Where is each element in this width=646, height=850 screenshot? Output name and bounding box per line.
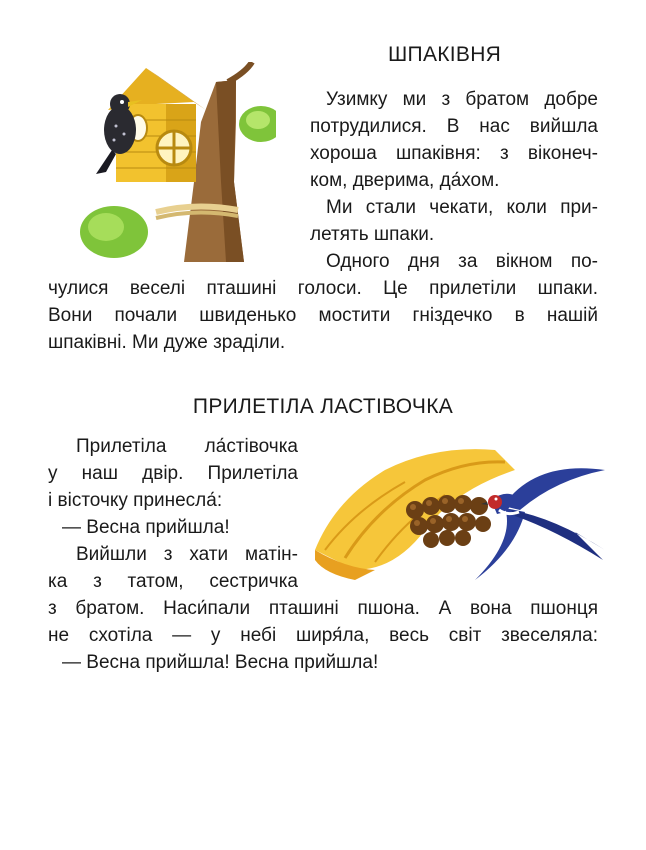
text-line: не схотіла — у небі ширя́ла, весь світ звеселяла: xyxy=(48,625,598,646)
text-line: Одного дня за вікном по- xyxy=(326,251,598,272)
text-line: Узимку ми з братом добре xyxy=(326,89,598,110)
story-title: ПРИЛЕТІЛА ЛАСТІВОЧКА xyxy=(192,395,454,418)
text-line: летять шпаки. xyxy=(310,224,435,245)
swallow-illustration xyxy=(315,440,607,590)
birdhouse-illustration xyxy=(76,62,276,262)
text-line: Прилетіла ла́стівочка xyxy=(76,436,298,457)
text-line: потрудилися. В нас вийшла xyxy=(310,116,598,137)
text-line: ка з татом, сестричка xyxy=(48,571,298,592)
text-line: — Весна прийшла! Весна прийшла! xyxy=(62,652,379,673)
text-line: шпаківні. Ми дуже зраділи. xyxy=(48,332,286,353)
text-line: Вони почали швиденько мостити гніздечко в нашій xyxy=(48,305,598,326)
text-line: Вийшли з хати матін- xyxy=(76,544,298,565)
text-line: хороша шпаківня: з віконеч- xyxy=(310,143,598,164)
text-line: чулися веселі пташині голоси. Це прилетіли шпаки. xyxy=(48,278,598,299)
text-line: з братом. Наси́пали пташині пшона. А вона пшонця xyxy=(48,598,598,619)
text-line: — Весна прийшла! xyxy=(62,517,230,538)
text-line: ком, дверима, да́хом. xyxy=(310,170,500,191)
text-line: Ми стали чекати, коли при- xyxy=(326,197,598,218)
text-line: у наш двір. Прилетіла xyxy=(48,463,298,484)
text-line: і вісточку принесла́: xyxy=(48,490,223,511)
story-title: ШПАКІВНЯ xyxy=(388,43,502,66)
